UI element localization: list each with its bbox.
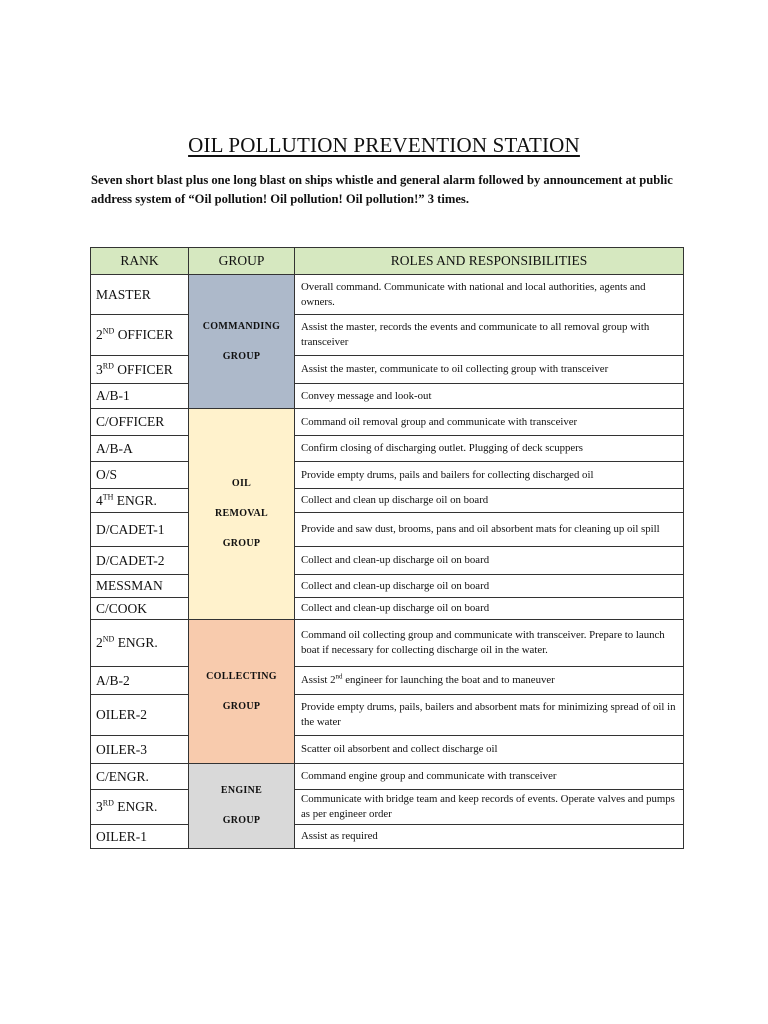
rank-label: 2 <box>96 635 103 650</box>
role-ordinal-suffix: nd <box>335 672 343 681</box>
table-row <box>91 489 684 513</box>
rank-label: 2 <box>96 327 103 342</box>
rank-header: RANK <box>91 248 189 275</box>
intro-paragraph: Seven short blast plus one long blast on ships whistle and general alarm followed by announcement at public address system of “Oil pollution! Oil pollution! Oil pollution!” 3 times. <box>91 173 673 206</box>
rank-cell <box>91 513 189 547</box>
group-name-line: ENGINE <box>220 785 263 796</box>
role-cell <box>295 667 684 695</box>
role-cell: Overall command. Communicate with national and local authorities, agents and owners. <box>295 275 684 315</box>
table-row <box>91 598 684 620</box>
table-row <box>91 513 684 547</box>
group-cell <box>189 764 295 849</box>
rank-label: OILER-3 <box>96 741 147 757</box>
role-cell: Confirm closing of discharging outlet. Plugging of deck scuppers <box>295 436 684 462</box>
rank-label: C/ENGR. <box>96 768 149 784</box>
rank-label: A/B-1 <box>96 388 130 403</box>
rank-cell <box>91 695 189 736</box>
rank-label: A/B-2 <box>96 672 130 688</box>
rank-label: C/COOK <box>96 600 148 616</box>
role-cell: Assist the master, communicate to oil collecting group with transceiver <box>295 356 684 384</box>
rank-cell <box>91 436 189 462</box>
rank-label: A/B-A <box>96 440 133 456</box>
rank-cell <box>91 547 189 575</box>
role-cell: Scatter oil absorbent and collect discharge oil <box>295 736 684 764</box>
rank-label: MASTER <box>96 286 151 302</box>
rank-label: 3 <box>96 361 103 377</box>
rank-label: D/CADET-2 <box>96 552 165 568</box>
rank-ordinal-suffix: TH <box>102 492 114 501</box>
group-name-line: REMOVAL <box>214 508 269 519</box>
rank-cell <box>91 598 189 620</box>
table-row <box>91 790 684 825</box>
table-row <box>91 575 684 598</box>
role-cell: Collect and clean-up discharge oil on board <box>295 547 684 575</box>
rank-cell <box>91 667 189 695</box>
rank-cell <box>91 575 189 598</box>
rank-label: OILER-1 <box>96 828 147 844</box>
role-cell: Collect and clean-up discharge oil on board <box>295 575 684 598</box>
rank-ordinal-suffix: ND <box>102 326 115 336</box>
role-cell: Communicate with bridge team and keep records of events. Operate valves and pumps as per engineer order <box>295 790 684 825</box>
role-cell: Convey message and look-out <box>295 384 684 409</box>
rank-label: 4 <box>96 492 103 508</box>
rank-cell <box>91 462 189 489</box>
group-name-line: OIL <box>231 478 252 489</box>
rank-ordinal-suffix: RD <box>102 798 114 808</box>
group-header: GROUP <box>189 248 295 275</box>
table-row <box>91 695 684 736</box>
rank-label: D/CADET-1 <box>96 521 165 537</box>
rank-label-rest: ENGR. <box>113 492 157 508</box>
role-cell: Assist the master, records the events and communicate to all removal group with transceiver <box>295 315 684 356</box>
table-row <box>91 620 684 667</box>
group-name-line: GROUP <box>222 700 261 712</box>
group-name-line: COMMANDING <box>202 320 281 332</box>
role-cell: Command oil removal group and communicate with transceiver <box>295 409 684 436</box>
responsibility-table <box>90 247 684 849</box>
role-cell: Command oil collecting group and communicate with transceiver. Prepare to launch boat if necessary for collecting discharge oil in the water. <box>295 620 684 667</box>
table-row <box>91 409 684 436</box>
role-cell: Provide empty drums, pails, bailers and absorbent mats for minimizing spread of oil in the water <box>295 695 684 736</box>
role-cell: Collect and clean up discharge oil on board <box>295 489 684 513</box>
table-row <box>91 667 684 695</box>
group-name-line: GROUP <box>222 350 261 362</box>
role-cell: Assist as required <box>295 825 684 849</box>
rank-cell <box>91 489 189 513</box>
role-cell: Provide empty drums, pails and bailers for collecting discharged oil <box>295 462 684 489</box>
rank-label-rest: ENGR. <box>114 635 158 650</box>
table-row <box>91 736 684 764</box>
rank-label-rest: OFFICER <box>114 327 174 342</box>
role-cell: Provide and saw dust, brooms, pans and oil absorbent mats for cleaning up oil spill <box>295 513 684 547</box>
rank-cell <box>91 409 189 436</box>
role-text-rest: engineer for launching the boat and to maneuver <box>342 674 555 686</box>
rank-cell <box>91 764 189 790</box>
rank-cell <box>91 736 189 764</box>
group-name-line: GROUP <box>222 538 261 549</box>
table-row <box>91 462 684 489</box>
rank-label: MESSMAN <box>96 578 163 593</box>
rank-label-rest: ENGR. <box>113 799 158 814</box>
group-cell <box>189 275 295 409</box>
roles-header: ROLES AND RESPONSIBILITIES <box>295 248 684 275</box>
rank-ordinal-suffix: RD <box>102 361 114 370</box>
table-body <box>91 275 684 849</box>
rank-cell <box>91 825 189 849</box>
rank-label: 3 <box>96 799 103 814</box>
rank-cell <box>91 315 189 356</box>
rank-cell <box>91 384 189 409</box>
table-row <box>91 315 684 356</box>
table-row <box>91 356 684 384</box>
rank-cell <box>91 275 189 315</box>
page-title: OIL POLLUTION PREVENTION STATION <box>188 133 580 157</box>
role-text: Assist 2 <box>301 674 336 686</box>
role-cell: Collect and clean-up discharge oil on board <box>295 598 684 620</box>
table-row <box>91 436 684 462</box>
rank-label: O/S <box>96 467 118 482</box>
rank-ordinal-suffix: ND <box>102 634 115 644</box>
rank-label: OILER-2 <box>96 707 147 722</box>
table-row <box>91 384 684 409</box>
rank-label-rest: OFFICER <box>113 361 173 377</box>
group-name-line: GROUP <box>222 815 261 826</box>
rank-label: C/OFFICER <box>96 414 165 429</box>
table-row <box>91 825 684 849</box>
table-row <box>91 547 684 575</box>
group-name-line: COLLECTING <box>206 670 277 682</box>
rank-cell <box>91 356 189 384</box>
table-header-row <box>91 248 684 275</box>
group-cell <box>189 620 295 764</box>
role-cell: Command engine group and communicate with transceiver <box>295 764 684 790</box>
table-row <box>91 275 684 315</box>
rank-cell <box>91 620 189 667</box>
table-row <box>91 764 684 790</box>
group-cell <box>189 409 295 620</box>
rank-cell <box>91 790 189 825</box>
